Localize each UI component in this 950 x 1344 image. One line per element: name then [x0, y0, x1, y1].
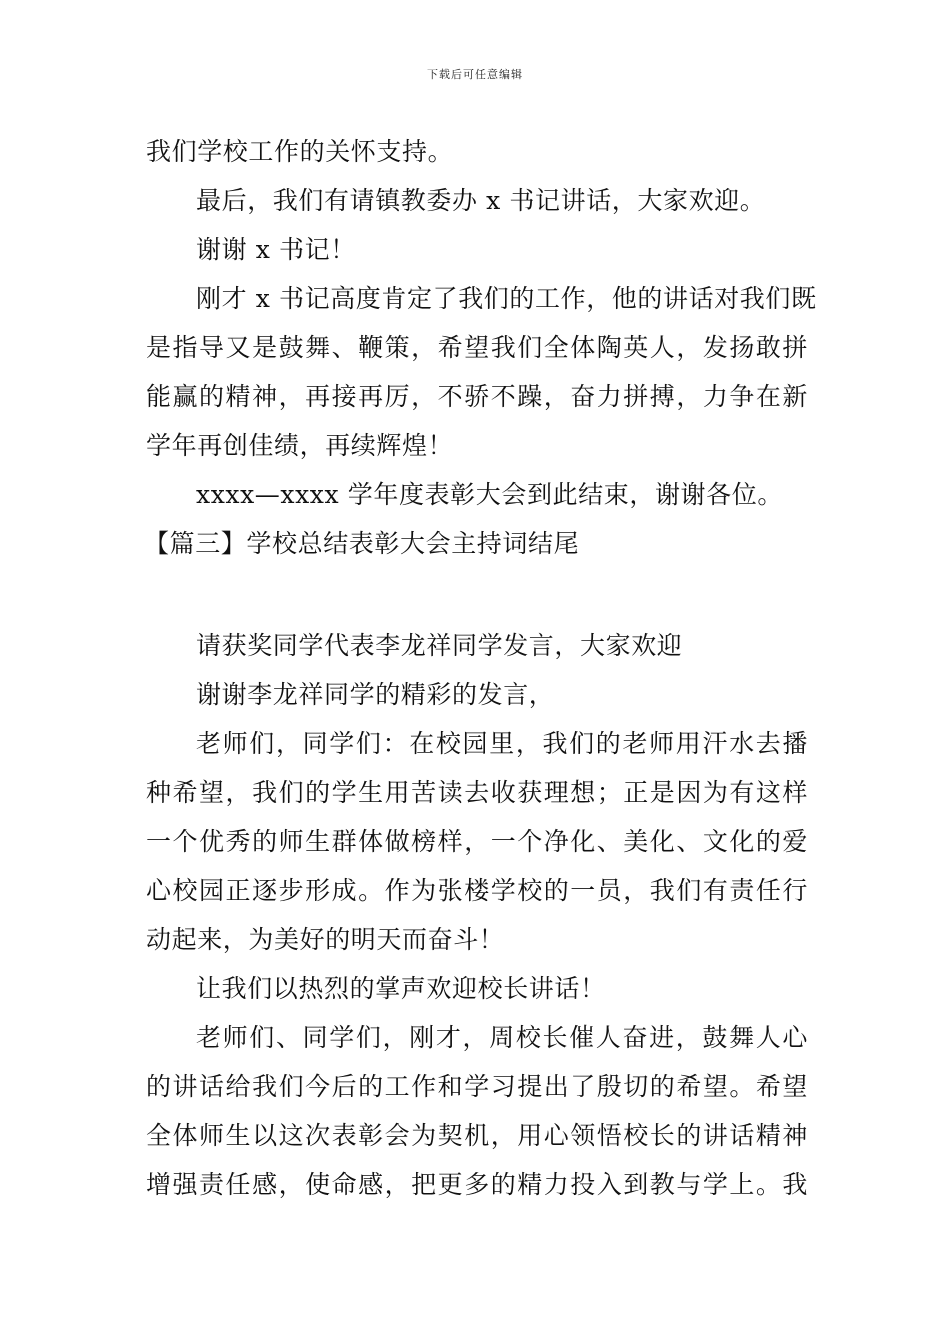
paragraph-line: 让我们以热烈的掌声欢迎校长讲话！ [196, 974, 606, 1003]
paragraph-line: 老师们，同学们：在校园里，我们的老师用汗水去播 [196, 729, 808, 758]
paragraph-line: xxxx—xxxx 学年度表彰大会到此结束，谢谢各位。 [196, 480, 783, 509]
paragraph-line: 增强责任感，使命感，把更多的精力投入到教与学上。我 [146, 1170, 808, 1199]
paragraph-line: 能赢的精神，再接再厉，不骄不躁，奋力拼搏，力争在新 [146, 382, 808, 411]
paragraph-line: 一个优秀的师生群体做榜样，一个净化、美化、文化的爱 [146, 827, 808, 856]
paragraph-line: 种希望，我们的学生用苦读去收获理想；正是因为有这样 [146, 778, 808, 807]
paragraph-line: 老师们、同学们，刚才，周校长催人奋进，鼓舞人心 [196, 1023, 808, 1052]
paragraph-line: 谢谢李龙祥同学的精彩的发言， [196, 680, 555, 709]
paragraph-line: 谢谢 x 书记！ [196, 235, 356, 264]
document-body [144, 127, 817, 1209]
section-heading: 【篇三】学校总结表彰大会主持词结尾 [144, 529, 580, 558]
paragraph-line: 是指导又是鼓舞、鞭策，希望我们全体陶英人，发扬敢拼 [146, 333, 808, 362]
paragraph-line: 最后，我们有请镇教委办 x 书记讲话，大家欢迎。 [196, 186, 766, 215]
paragraph-line: 的讲话给我们今后的工作和学习提出了殷切的希望。希望 [146, 1072, 808, 1101]
paragraph-line: 我们学校工作的关怀支持。 [146, 137, 454, 166]
paragraph-line: 动起来，为美好的明天而奋斗！ [146, 925, 505, 954]
paragraph-line: 刚才 x 书记高度肯定了我们的工作，他的讲话对我们既 [196, 284, 817, 313]
spacer [146, 568, 808, 621]
paragraph-line: 学年再创佳绩，再续辉煌！ [146, 431, 454, 460]
header-note: 下载后可任意编辑 [427, 68, 523, 81]
paragraph-line: 请获奖同学代表李龙祥同学发言，大家欢迎 [196, 631, 683, 660]
paragraph-line: 全体师生以这次表彰会为契机，用心领悟校长的讲话精神 [146, 1121, 808, 1150]
paragraph-line: 心校园正逐步形成。作为张楼学校的一员，我们有责任行 [146, 876, 808, 905]
